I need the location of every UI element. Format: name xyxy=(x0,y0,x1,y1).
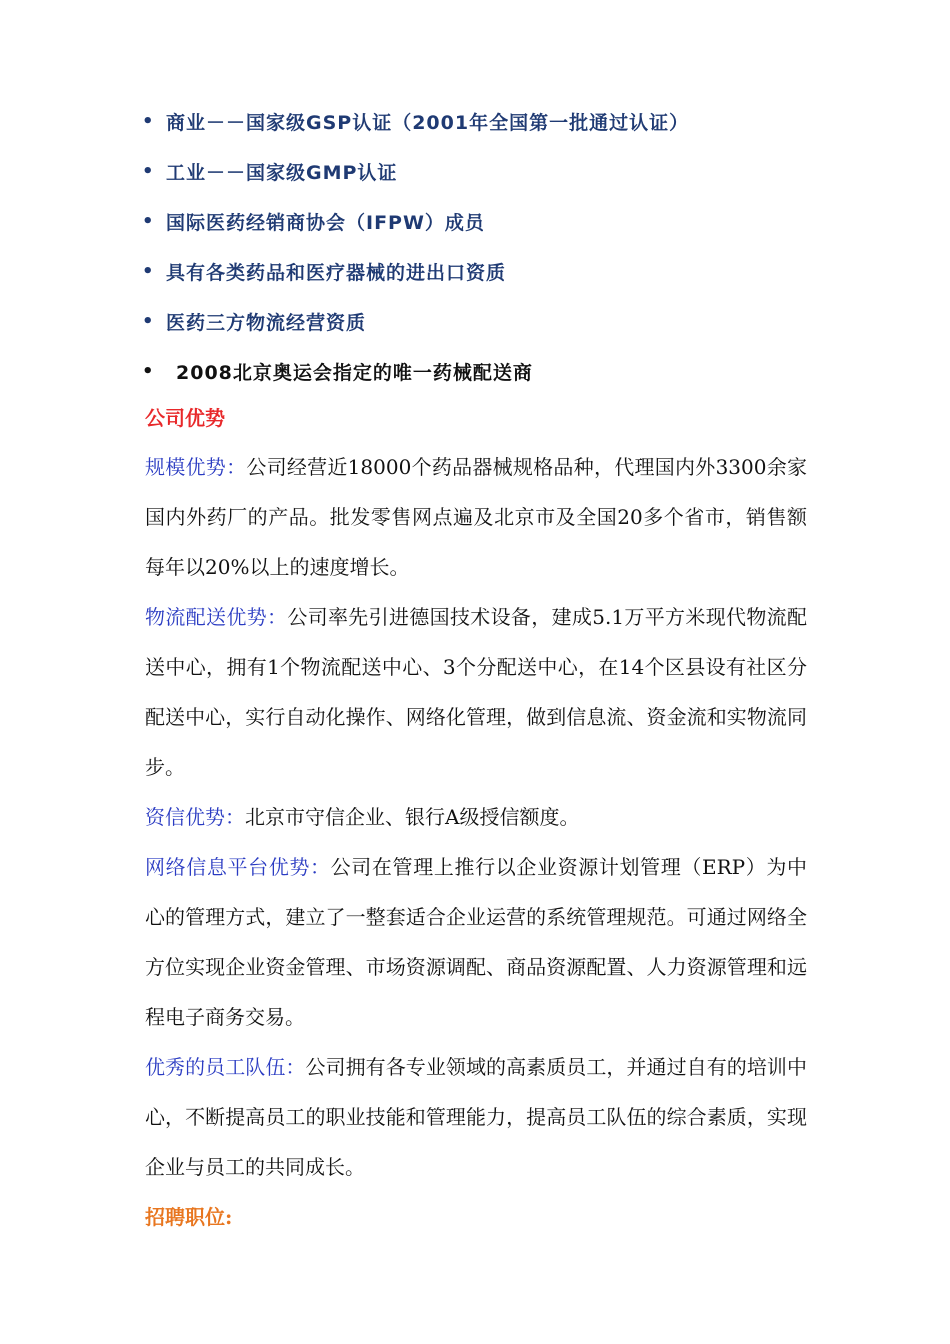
advantage-scale xyxy=(145,442,807,592)
list-item-text: 医药三方物流经营资质 xyxy=(166,311,367,334)
advantage-paragraph xyxy=(145,792,807,842)
advantage-label: 规模优势： xyxy=(145,455,247,479)
advantage-label: 优秀的员工队伍： xyxy=(145,1055,306,1079)
advantage-paragraph xyxy=(145,442,807,592)
bullet-icon: • xyxy=(142,160,155,182)
advantage-paragraph xyxy=(145,1042,807,1192)
bullet-icon: • xyxy=(142,360,155,382)
list-item xyxy=(142,246,842,296)
advantage-paragraph xyxy=(145,592,807,792)
bullet-icon: • xyxy=(142,110,155,132)
list-item-text: 2008北京奥运会指定的唯一药械配送商 xyxy=(176,361,533,384)
list-item-text: 国际医药经销商协会（IFPW）成员 xyxy=(166,211,485,234)
advantage-label: 物流配送优势： xyxy=(145,605,288,629)
list-item xyxy=(142,146,842,196)
advantage-staff xyxy=(145,1042,807,1192)
list-item xyxy=(142,296,842,346)
advantage-label: 网络信息平台优势： xyxy=(145,855,331,879)
bullet-icon: • xyxy=(142,260,155,282)
list-item xyxy=(142,346,842,396)
advantage-label: 资信优势： xyxy=(145,805,245,829)
list-item xyxy=(142,196,842,246)
bullet-icon: • xyxy=(142,210,155,232)
advantage-credit xyxy=(145,792,807,842)
advantage-text: 公司率先引进德国技术设备，建成5.1万平方米现代物流配送中心，拥有1个物流配送中心、3个分配送中心，在14个区县设有社区分配送中心，实行自动化操作、网络化管理，做到信息流、资金流和实物流同步。 xyxy=(145,605,808,779)
recruitment-heading: 招聘职位: xyxy=(145,1205,233,1229)
list-item xyxy=(142,96,842,146)
advantage-text: 公司经营近18000个药品器械规格品种，代理国内外3300余家国内外药厂的产品。批发零售网点遍及北京市及全国20多个省市，销售额每年以20%以上的速度增长。 xyxy=(145,455,807,579)
advantage-paragraph xyxy=(145,842,807,1042)
advantage-network-platform xyxy=(145,842,807,1042)
list-item-text: 工业－－国家级GMP认证 xyxy=(166,161,398,184)
qualification-list xyxy=(142,96,842,396)
advantage-text: 北京市守信企业、银行A级授信额度。 xyxy=(245,805,580,829)
advantage-text: 公司拥有各专业领域的高素质员工，并通过自有的培训中心，不断提高员工的职业技能和管理能力，提高员工队伍的综合素质，实现企业与员工的共同成长。 xyxy=(145,1055,807,1179)
company-advantages-heading: 公司优势 xyxy=(145,406,225,430)
list-item-text: 商业－－国家级GSP认证（2001年全国第一批通过认证） xyxy=(166,111,690,134)
bullet-icon: • xyxy=(142,310,155,332)
list-item-text: 具有各类药品和医疗器械的进出口资质 xyxy=(166,261,507,284)
advantage-text: 公司在管理上推行以企业资源计划管理（ERP）为中心的管理方式，建立了一整套适合企业运营的系统管理规范。可通过网络全方位实现企业资金管理、市场资源调配、商品资源配置、人力资源管理和远程电子商务交易。 xyxy=(145,855,807,1029)
advantage-logistics xyxy=(145,592,807,792)
